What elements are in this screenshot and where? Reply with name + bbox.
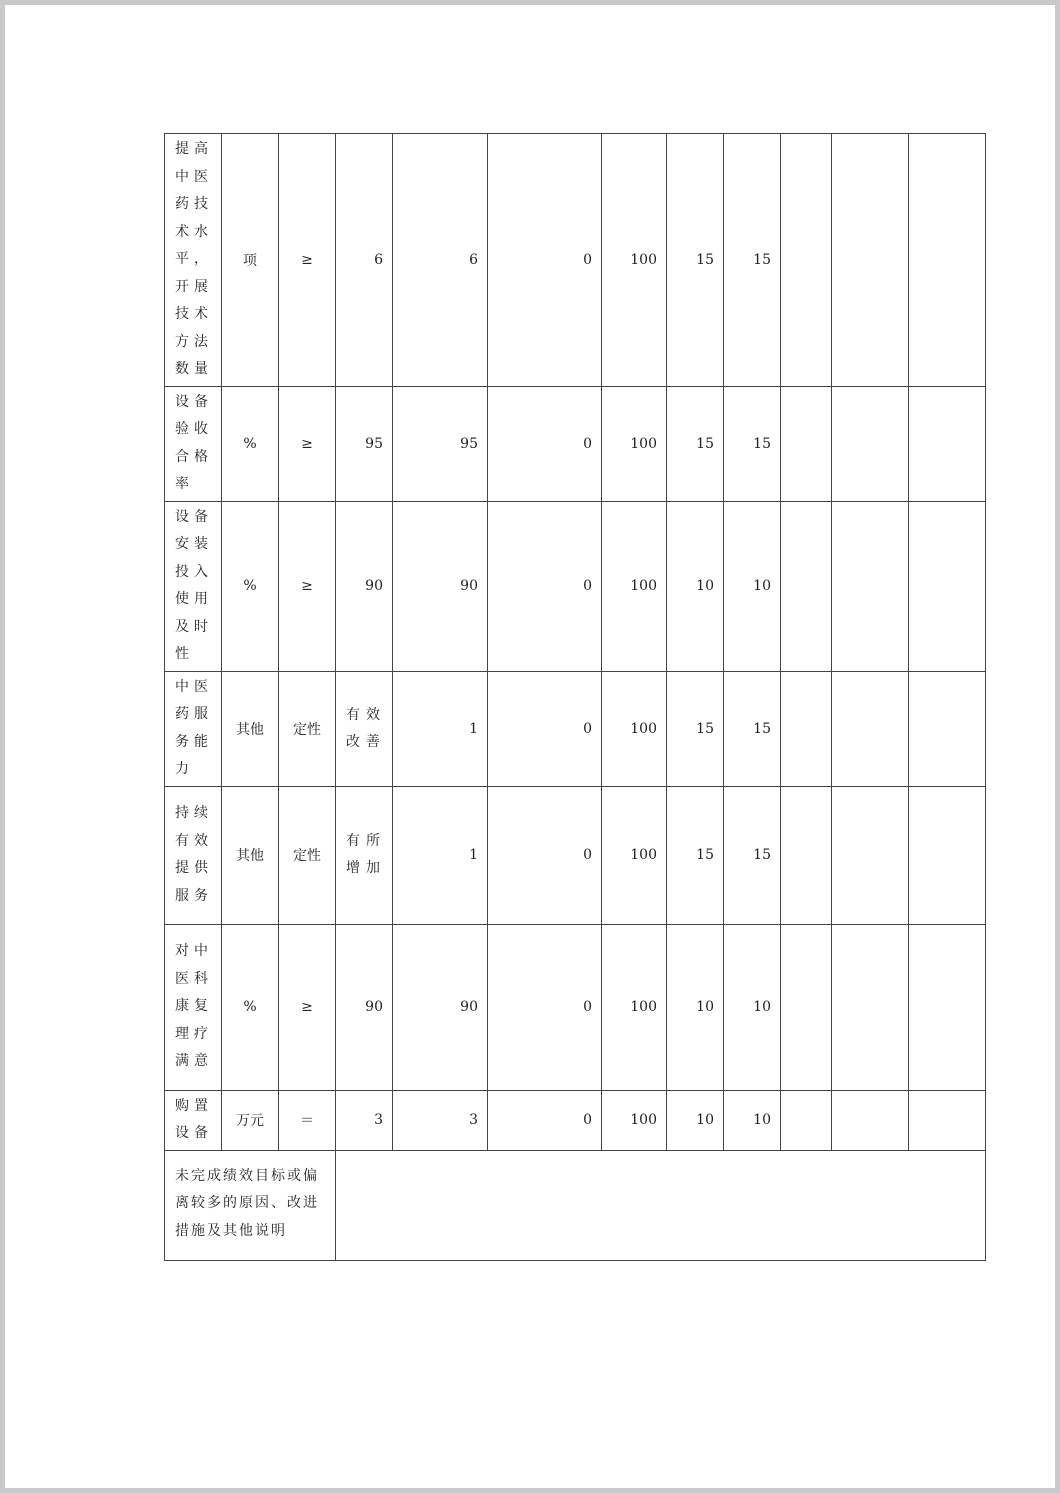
empty-cell xyxy=(781,134,832,387)
deviation-value: 0 xyxy=(488,671,602,786)
completion-rate: 100 xyxy=(602,134,667,387)
completion-rate: 100 xyxy=(602,671,667,786)
table-row xyxy=(165,386,986,501)
indicator-unit: 其他 xyxy=(222,671,279,786)
deviation-value: 0 xyxy=(488,924,602,1090)
score-value: 15 xyxy=(724,786,781,924)
indicator-name: 提高中医药技术水平，开展技术方法数量 xyxy=(165,134,222,387)
empty-cell xyxy=(909,786,986,924)
empty-cell xyxy=(781,1090,832,1150)
weight-value: 15 xyxy=(667,671,724,786)
notes-value xyxy=(336,1150,986,1260)
score-value: 15 xyxy=(724,134,781,387)
document-page xyxy=(5,5,1055,1488)
indicator-name: 对中医科康复理疗满意 xyxy=(165,924,222,1090)
completion-rate: 100 xyxy=(602,1090,667,1150)
empty-cell xyxy=(909,1090,986,1150)
weight-value: 15 xyxy=(667,386,724,501)
empty-cell xyxy=(832,786,909,924)
empty-cell xyxy=(832,134,909,387)
empty-cell xyxy=(832,386,909,501)
deviation-value: 0 xyxy=(488,786,602,924)
empty-cell xyxy=(781,924,832,1090)
table-row xyxy=(165,786,986,924)
empty-cell xyxy=(909,386,986,501)
performance-table xyxy=(164,133,986,1261)
empty-cell xyxy=(909,501,986,671)
notes-row xyxy=(165,1150,986,1260)
completion-rate: 100 xyxy=(602,501,667,671)
table-row xyxy=(165,671,986,786)
indicator-operator: 定性 xyxy=(279,671,336,786)
indicator-operator: ＝ xyxy=(279,1090,336,1150)
score-value: 10 xyxy=(724,924,781,1090)
deviation-value: 0 xyxy=(488,134,602,387)
deviation-value: 0 xyxy=(488,501,602,671)
empty-cell xyxy=(781,501,832,671)
score-value: 15 xyxy=(724,386,781,501)
empty-cell xyxy=(781,386,832,501)
indicator-unit: 项 xyxy=(222,134,279,387)
weight-value: 15 xyxy=(667,786,724,924)
weight-value: 10 xyxy=(667,501,724,671)
score-value: 15 xyxy=(724,671,781,786)
empty-cell xyxy=(832,1090,909,1150)
target-value: 90 xyxy=(336,501,393,671)
indicator-operator: ≥ xyxy=(279,501,336,671)
indicator-name: 设备安装投入使用及时性 xyxy=(165,501,222,671)
actual-value: 90 xyxy=(393,924,488,1090)
table-row xyxy=(165,1090,986,1150)
indicator-name: 中医药服务能力 xyxy=(165,671,222,786)
deviation-value: 0 xyxy=(488,1090,602,1150)
table-row xyxy=(165,924,986,1090)
indicator-unit: % xyxy=(222,386,279,501)
weight-value: 15 xyxy=(667,134,724,387)
deviation-value: 0 xyxy=(488,386,602,501)
indicator-name: 持续有效提供服务 xyxy=(165,786,222,924)
indicator-operator: 定性 xyxy=(279,786,336,924)
empty-cell xyxy=(909,924,986,1090)
target-value: 3 xyxy=(336,1090,393,1150)
score-value: 10 xyxy=(724,501,781,671)
completion-rate: 100 xyxy=(602,924,667,1090)
table-row xyxy=(165,501,986,671)
target-value: 95 xyxy=(336,386,393,501)
indicator-unit: % xyxy=(222,501,279,671)
indicator-operator: ≥ xyxy=(279,134,336,387)
indicator-operator: ≥ xyxy=(279,386,336,501)
weight-value: 10 xyxy=(667,924,724,1090)
target-value: 90 xyxy=(336,924,393,1090)
actual-value: 6 xyxy=(393,134,488,387)
actual-value: 95 xyxy=(393,386,488,501)
empty-cell xyxy=(832,924,909,1090)
score-value: 10 xyxy=(724,1090,781,1150)
empty-cell xyxy=(781,671,832,786)
notes-label: 未完成绩效目标或偏离较多的原因、改进措施及其他说明 xyxy=(165,1150,336,1260)
indicator-name: 设备验收合格率 xyxy=(165,386,222,501)
indicator-unit: % xyxy=(222,924,279,1090)
indicator-unit: 万元 xyxy=(222,1090,279,1150)
actual-value: 1 xyxy=(393,786,488,924)
empty-cell xyxy=(781,786,832,924)
indicator-operator: ≥ xyxy=(279,924,336,1090)
empty-cell xyxy=(909,134,986,387)
actual-value: 1 xyxy=(393,671,488,786)
target-value: 6 xyxy=(336,134,393,387)
target-value: 有所增加 xyxy=(336,786,393,924)
empty-cell xyxy=(832,501,909,671)
completion-rate: 100 xyxy=(602,786,667,924)
completion-rate: 100 xyxy=(602,386,667,501)
indicator-unit: 其他 xyxy=(222,786,279,924)
empty-cell xyxy=(909,671,986,786)
indicator-name: 购置设备 xyxy=(165,1090,222,1150)
actual-value: 3 xyxy=(393,1090,488,1150)
empty-cell xyxy=(832,671,909,786)
actual-value: 90 xyxy=(393,501,488,671)
weight-value: 10 xyxy=(667,1090,724,1150)
target-value: 有效改善 xyxy=(336,671,393,786)
table-row xyxy=(165,134,986,387)
